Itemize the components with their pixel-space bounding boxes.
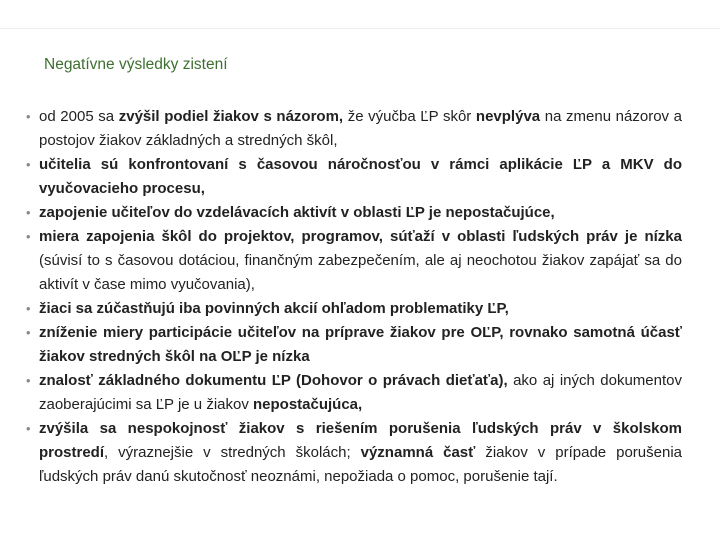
bullet-text-segment: žiakov v prípade porušenia ľudských práv danú skutočnosť neoznámi, nepožiada o pomoc, porušenie tají. bbox=[39, 444, 682, 485]
bullet-text-segment: významná časť bbox=[360, 444, 476, 461]
bullet-mark: • bbox=[26, 421, 31, 436]
bullet-item bbox=[26, 201, 682, 225]
bullet-mark: • bbox=[26, 157, 31, 172]
bullet-mark: • bbox=[26, 109, 31, 124]
bullet-item bbox=[26, 105, 682, 153]
bullet-item bbox=[26, 225, 682, 297]
bullet-text-segment: že výučba ĽP skôr bbox=[343, 108, 476, 125]
bullet-mark: • bbox=[26, 373, 31, 388]
bullet-list bbox=[26, 105, 682, 489]
bullet-item bbox=[26, 297, 682, 321]
bullet-item bbox=[26, 153, 682, 201]
bullet-text-segment: znalosť základného dokumentu ĽP (Dohovor o právach dieťaťa), bbox=[39, 372, 508, 389]
bullet-text-segment: zvýšil podiel žiakov s názorom, bbox=[118, 108, 344, 125]
bullet-text-segment: od 2005 sa bbox=[39, 108, 119, 125]
bullet-item bbox=[26, 369, 682, 417]
bullet-text-segment: nevplýva bbox=[475, 108, 541, 125]
bullet-mark: • bbox=[26, 325, 31, 340]
bullet-mark: • bbox=[26, 301, 31, 316]
bullet-text-segment: žiaci sa zúčastňujú iba povinných akcií ohľadom problematiky ĽP, bbox=[39, 300, 509, 317]
bullet-text-segment: , výraznejšie v stredných školách; bbox=[104, 444, 361, 461]
bullet-mark: • bbox=[26, 229, 31, 244]
bullet-item bbox=[26, 321, 682, 369]
bullet-text-segment: ako aj iných dokumentov zaoberajúcimi sa ĽP je u žiakov bbox=[39, 372, 682, 413]
bullet-text-segment: zvýšila sa nespokojnosť žiakov s riešením porušenia ľudských práv v školskom prostredí bbox=[39, 420, 682, 461]
bullet-text-segment: zapojenie učiteľov do vzdelávacích aktivít v oblasti ĽP je nepostačujúce, bbox=[39, 204, 555, 221]
bullet-text-segment: na zmenu názorov a postojov žiakov základných a stredných škôl, bbox=[39, 108, 682, 149]
bullet-item bbox=[26, 417, 682, 489]
slide-title: Negatívne výsledky zistení bbox=[44, 56, 228, 73]
slide-top-band bbox=[0, 0, 720, 29]
bullet-text-segment: nepostačujúca, bbox=[253, 396, 363, 413]
bullet-text-segment: (súvisí to s časovou dotáciou, finančným zabezpečením, ale aj neochotou žiakov zapájať sa do aktivít v čase mimo vyučovania), bbox=[39, 252, 682, 293]
bullet-mark: • bbox=[26, 205, 31, 220]
bullet-text-segment: miera zapojenia škôl do projektov, programov, súťaží v oblasti ľudských práv je nízka bbox=[39, 228, 682, 245]
bullet-text-segment: zníženie miery participácie učiteľov na príprave žiakov pre OĽP, rovnako samotná účasť žiakov stredných škôl na OĽP je nízka bbox=[39, 324, 682, 365]
bullet-text-segment: učitelia sú konfrontovaní s časovou náročnosťou v rámci aplikácie ĽP a MKV do vyučovacieho procesu, bbox=[39, 156, 682, 197]
